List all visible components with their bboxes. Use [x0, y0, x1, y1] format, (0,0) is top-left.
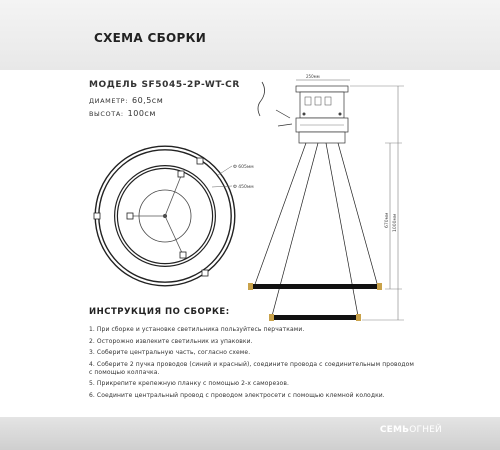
diameter-label: ДИАМЕТР:	[89, 97, 128, 105]
instruction-step: 6. Соедините центральный провод с проводом электросети с помощью клемной колодки.	[89, 391, 385, 399]
instruction-step: 1. При сборке и установке светильника пользуйтесь перчатками.	[89, 326, 305, 333]
dim-height-max-label: 1000мм	[393, 213, 398, 232]
ring-connector	[94, 213, 100, 219]
brand-light: ОГНЕЙ	[409, 425, 442, 435]
height-label: ВЫСОТА:	[89, 110, 124, 118]
canopy-cap	[299, 132, 345, 143]
model-name: МОДЕЛЬ SF5045-2P-WT-CR	[89, 80, 240, 90]
ring-connector	[178, 171, 184, 177]
dim-height-min-label: 670мм	[385, 212, 390, 228]
top-view-rings	[94, 148, 233, 284]
support-spoke	[165, 216, 183, 255]
instructions-list	[89, 326, 419, 403]
instruction-step: 4. Соберите 2 пучка проводов (синий и красный), соедините провода с соединительным проводом с помощью колпачка.	[89, 360, 415, 376]
support-spoke	[165, 176, 181, 216]
suspension-cable	[326, 143, 358, 316]
side-view	[248, 74, 404, 321]
upper-ring-side	[248, 284, 382, 289]
dim-canopy-label: 250мм	[306, 74, 320, 79]
brand-bold: СЕМЬ	[379, 425, 410, 435]
canopy-plate	[296, 86, 348, 92]
height-value: 100см	[127, 109, 156, 118]
instructions-title: ИНСТРУКЦИЯ ПО СБОРКЕ:	[89, 307, 230, 317]
dim-inner-label: Ф 450мм	[233, 185, 254, 190]
diameter-value: 60,5см	[131, 96, 164, 105]
ring-connector	[127, 213, 133, 219]
brand-logo	[380, 425, 442, 435]
lower-ring-side	[270, 315, 360, 320]
ring-connector	[180, 252, 186, 258]
ring-connector	[202, 270, 208, 276]
suspension-cable	[254, 143, 306, 287]
instruction-step: 5. Прикрепите крепежную планку с помощью 2-х саморезов.	[89, 380, 289, 387]
suspension-cable	[272, 143, 318, 316]
suspension-cable	[338, 143, 378, 287]
instruction-step: 3. Соберите центральную часть, согласно схеме.	[89, 349, 251, 356]
ring-connector	[197, 158, 203, 164]
instruction-step: 2. Осторожно извлеките светильник из упаковки.	[89, 337, 253, 345]
page-title: СХЕМА СБОРКИ	[94, 31, 207, 45]
dim-outer-label: Ф 605мм	[233, 165, 254, 170]
